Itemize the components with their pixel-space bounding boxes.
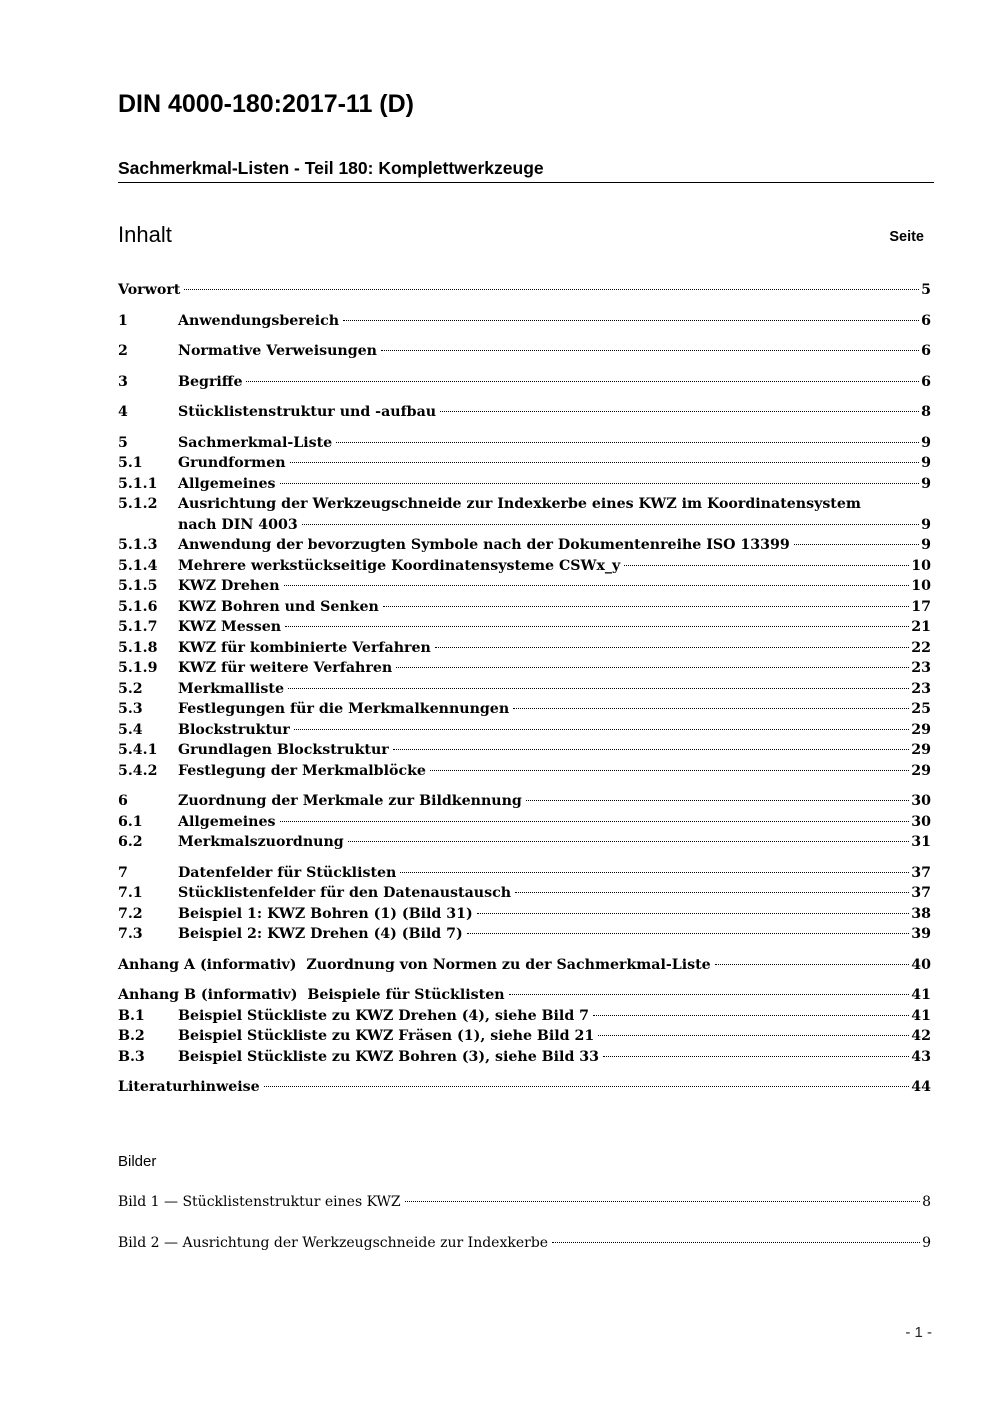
toc-entry-page: 30: [911, 793, 931, 809]
leader-dots: [509, 994, 910, 995]
page-number: - 1 -: [905, 1324, 932, 1341]
toc-entry-5-1-1[interactable]: [118, 474, 931, 495]
toc-entry-5-2[interactable]: [118, 679, 931, 700]
leader-dots: [381, 350, 919, 351]
toc-entry-page: 10: [911, 578, 931, 594]
toc-entry-number: B.1: [118, 1007, 145, 1024]
toc-entry-page: 29: [911, 721, 931, 738]
toc-entry-page: 9: [921, 455, 931, 471]
leader-dots: [246, 381, 919, 382]
toc-entry-text: Ausrichtung der Werkzeugschneide zur Indexkerbe eines KWZ im Koordinatensystem: [178, 496, 861, 512]
leader-dots: [284, 585, 910, 586]
toc-entry-page: 9: [921, 434, 931, 451]
figure-entry-page: 9: [922, 1234, 931, 1251]
toc-entry-7-3[interactable]: [118, 924, 931, 945]
toc-entry-number: 3: [118, 373, 128, 390]
leader-dots: [288, 688, 909, 689]
toc-entry-number: 5.1.1: [118, 475, 158, 492]
leader-dots: [405, 1201, 920, 1202]
toc-entry-text: Normative Verweisungen: [178, 343, 377, 359]
toc-entry-text: Grundlagen Blockstruktur: [178, 742, 389, 758]
toc-entry-text: Beispiel Stückliste zu KWZ Bohren (3), siehe Bild 33: [178, 1048, 600, 1065]
toc-entry-text: Stücklistenfelder für den Datenaustausch: [178, 885, 512, 901]
toc-entry-page: 30: [911, 813, 931, 830]
leader-dots: [440, 411, 919, 412]
toc-entry-text: Sachmerkmal-Liste: [178, 434, 333, 451]
toc-entry-6-1[interactable]: [118, 812, 931, 833]
toc-entry-number: 7.2: [118, 905, 143, 922]
toc-entry-text: Zuordnung der Merkmale zur Bildkennung: [178, 793, 522, 809]
leader-dots: [285, 626, 909, 627]
toc-entry-number: 6.1: [118, 813, 143, 830]
toc-entry-number: 5: [118, 434, 128, 451]
toc-entry-page: 41: [911, 1007, 931, 1024]
leader-dots: [603, 1056, 909, 1057]
toc-entry-text: Begriffe: [178, 373, 243, 390]
toc-entry-number: 5.1.9: [118, 660, 158, 676]
toc-entry-text: Mehrere werkstückseitige Koordinatensysteme CSWx_y: [178, 557, 621, 574]
toc-entry-text: Anhang A (informativ) Zuordnung von Normen zu der Sachmerkmal-Liste: [118, 956, 711, 973]
figure-entry-1[interactable]: [118, 1192, 931, 1213]
document-subtitle: Sachmerkmal-Listen - Teil 180: Komplettwerkzeuge: [118, 158, 934, 183]
toc-entry-literatur[interactable]: [118, 1077, 931, 1098]
toc-entry-7-1[interactable]: [118, 883, 931, 904]
toc-entry-page: 25: [911, 701, 931, 717]
toc-entry-page: 41: [911, 987, 931, 1003]
leader-dots: [526, 800, 909, 801]
toc-entry-number: 5.1: [118, 455, 143, 471]
toc-entry-text: KWZ Bohren und Senken: [178, 598, 379, 615]
toc-entry-number: 5.1.4: [118, 557, 158, 574]
toc-entry-page: 6: [921, 373, 931, 390]
toc-entry-text: Grundformen: [178, 455, 286, 471]
leader-dots: [624, 565, 909, 566]
toc-entry-5-1-8[interactable]: [118, 638, 931, 659]
leader-dots: [294, 729, 909, 730]
toc-entry-page: 37: [911, 885, 931, 901]
toc-entry-text: Datenfelder für Stücklisten: [178, 864, 397, 881]
figures-heading: Bilder: [118, 1153, 157, 1170]
toc-entry-annex-b[interactable]: [118, 985, 931, 1006]
toc-entry-page: 23: [911, 660, 931, 676]
leader-dots: [430, 770, 909, 771]
list-of-figures: [118, 1192, 931, 1273]
toc-entry-page: 9: [921, 475, 931, 492]
toc-entry-5-1-4[interactable]: [118, 556, 931, 577]
leader-dots: [396, 667, 909, 668]
figure-entry-page: 8: [922, 1194, 931, 1210]
leader-dots: [513, 708, 909, 709]
toc-entry-text: KWZ Drehen: [178, 578, 280, 594]
toc-entry-number: 7.3: [118, 926, 143, 942]
leader-dots: [477, 913, 910, 914]
toc-entry-text: Literaturhinweise: [118, 1079, 260, 1095]
toc-entry-page: 29: [911, 762, 931, 779]
toc-entry-3[interactable]: [118, 372, 931, 393]
toc-entry-5-1-7[interactable]: [118, 617, 931, 638]
toc-entry-number: 6.2: [118, 834, 143, 850]
toc-entry-number: 1: [118, 312, 128, 329]
toc-entry-page: 10: [911, 557, 931, 574]
toc-entry-text: Stücklistenstruktur und -aufbau: [178, 404, 437, 420]
toc-heading: Inhalt: [118, 222, 172, 247]
toc-entry-text: Beispiel 1: KWZ Bohren (1) (Bild 31): [178, 905, 473, 922]
leader-dots: [400, 872, 909, 873]
leader-dots: [715, 964, 910, 965]
toc-entry-b-3[interactable]: [118, 1047, 931, 1068]
leader-dots: [598, 1035, 909, 1036]
toc-entry-page: 23: [911, 680, 931, 697]
toc-entry-page: 39: [911, 926, 931, 942]
toc-entry-7[interactable]: [118, 863, 931, 884]
toc-entry-page: 8: [921, 404, 931, 420]
toc-entry-text: Beispiel Stückliste zu KWZ Drehen (4), siehe Bild 7: [178, 1007, 590, 1024]
toc-entry-number: 5.1.8: [118, 639, 158, 656]
leader-dots: [280, 821, 910, 822]
toc-entry-number: 7: [118, 864, 128, 881]
toc-entry-5-4[interactable]: [118, 720, 931, 741]
toc-entry-5-1-3[interactable]: [118, 535, 931, 556]
leader-dots: [343, 320, 919, 321]
leader-dots: [264, 1086, 910, 1087]
toc-entry-page: 5: [921, 282, 931, 298]
toc-entry-page: 9: [921, 537, 931, 553]
toc-entry-number: 5.4.2: [118, 762, 158, 779]
toc-entry-text-continued: nach DIN 4003: [178, 516, 298, 533]
toc-entry-text: Vorwort: [118, 282, 181, 298]
toc-entry-number: 5.3: [118, 701, 143, 717]
toc-entry-text: Anwendungsbereich: [178, 312, 340, 329]
leader-dots: [280, 483, 920, 484]
figure-entry-text: Bild 1 — Stücklistenstruktur eines KWZ: [118, 1194, 401, 1210]
toc-entry-page: 42: [911, 1028, 931, 1044]
toc-entry-page: 22: [911, 639, 931, 656]
toc-entry-page: 38: [911, 905, 931, 922]
toc-entry-page: 21: [911, 619, 931, 635]
leader-dots: [794, 544, 919, 545]
leader-dots: [593, 1015, 909, 1016]
toc-entry-text: KWZ Messen: [178, 619, 282, 635]
toc-entry-number: 5.4: [118, 721, 143, 738]
toc-entry-7-2[interactable]: [118, 904, 931, 925]
toc-entry-page: 31: [911, 834, 931, 850]
toc-entry-5-1-2[interactable]: [118, 494, 931, 535]
toc-entry-number: B.3: [118, 1048, 145, 1065]
toc-entry-page: 6: [921, 343, 931, 359]
figure-entry-text: Bild 2 — Ausrichtung der Werkzeugschneide zur Indexkerbe: [118, 1234, 549, 1251]
toc-entry-text: Merkmalszuordnung: [178, 834, 344, 850]
leader-dots: [515, 892, 909, 893]
toc-entry-page: 29: [911, 742, 931, 758]
toc-entry-5[interactable]: [118, 433, 931, 454]
toc-entry-text: Anwendung der bevorzugten Symbole nach der Dokumentenreihe ISO 13399: [178, 537, 790, 553]
toc-entry-text: Festlegung der Merkmalblöcke: [178, 762, 426, 779]
leader-dots: [336, 442, 919, 443]
leader-dots: [435, 647, 909, 648]
document-title: DIN 4000-180:2017-11 (D): [118, 90, 414, 118]
toc-entry-number: 5.2: [118, 680, 143, 697]
leader-dots: [184, 289, 919, 290]
toc-entry-number: 5.1.5: [118, 578, 158, 594]
leader-dots: [393, 749, 910, 750]
toc-entry-6-2[interactable]: [118, 832, 931, 853]
toc-entry-page: 37: [911, 864, 931, 881]
toc-entry-text: Blockstruktur: [178, 721, 290, 738]
toc-entry-text: KWZ für weitere Verfahren: [178, 660, 393, 676]
toc-entry-vorwort[interactable]: [118, 280, 931, 301]
toc-entry-page: 9: [921, 516, 931, 533]
toc-entry-number: 5.1.7: [118, 619, 158, 635]
toc-entry-5-1-6[interactable]: [118, 597, 931, 618]
toc-entry-4[interactable]: [118, 402, 931, 423]
toc-entry-2[interactable]: [118, 341, 931, 362]
toc-entry-number: 5.1.6: [118, 598, 158, 615]
toc-entry-page: 17: [911, 598, 931, 615]
toc-entry-5-4-2[interactable]: [118, 761, 931, 782]
toc-entry-5-1-5[interactable]: [118, 576, 931, 597]
leader-dots: [348, 841, 910, 842]
toc-entry-5-4-1[interactable]: [118, 740, 931, 761]
toc-entry-number: 2: [118, 343, 128, 359]
toc-entry-page: 43: [911, 1048, 931, 1065]
toc-entry-number: 6: [118, 793, 128, 809]
leader-dots: [467, 933, 910, 934]
toc-entry-number: 7.1: [118, 885, 143, 901]
toc-entry-5-1-9[interactable]: [118, 658, 931, 679]
toc-entry-text: KWZ für kombinierte Verfahren: [178, 639, 431, 656]
toc-entry-b-1[interactable]: [118, 1006, 931, 1027]
toc-entry-text: Allgemeines: [178, 475, 276, 492]
toc-entry-b-2[interactable]: [118, 1026, 931, 1047]
toc-entry-number: 5.1.2: [118, 496, 158, 512]
table-of-contents: [118, 280, 931, 1098]
toc-entry-text: Festlegungen für die Merkmalkennungen: [178, 701, 510, 717]
toc-entry-text: Allgemeines: [178, 813, 276, 830]
toc-entry-annex-a[interactable]: [118, 955, 931, 976]
toc-entry-number: 5.4.1: [118, 742, 158, 758]
toc-entry-text: Anhang B (informativ) Beispiele für Stücklisten: [118, 987, 505, 1003]
toc-entry-page: 6: [921, 312, 931, 329]
toc-entry-1[interactable]: [118, 311, 931, 332]
leader-dots: [552, 1242, 920, 1243]
toc-entry-number: 5.1.3: [118, 537, 158, 553]
toc-entry-number: 4: [118, 404, 128, 420]
toc-entry-page: 40: [911, 956, 931, 973]
toc-entry-number: B.2: [118, 1028, 145, 1044]
toc-entry-text: Beispiel Stückliste zu KWZ Fräsen (1), siehe Bild 21: [178, 1028, 595, 1044]
figure-entry-2[interactable]: [118, 1233, 931, 1254]
leader-dots: [383, 606, 909, 607]
leader-dots: [290, 462, 920, 463]
toc-entry-text: Beispiel 2: KWZ Drehen (4) (Bild 7): [178, 926, 463, 942]
page-column-heading: Seite: [889, 229, 924, 245]
toc-entry-page: 44: [911, 1079, 931, 1095]
toc-entry-6[interactable]: [118, 791, 931, 812]
toc-entry-5-1[interactable]: [118, 453, 931, 474]
leader-dots: [302, 524, 919, 525]
toc-entry-text: Merkmalliste: [178, 680, 284, 697]
toc-entry-5-3[interactable]: [118, 699, 931, 720]
